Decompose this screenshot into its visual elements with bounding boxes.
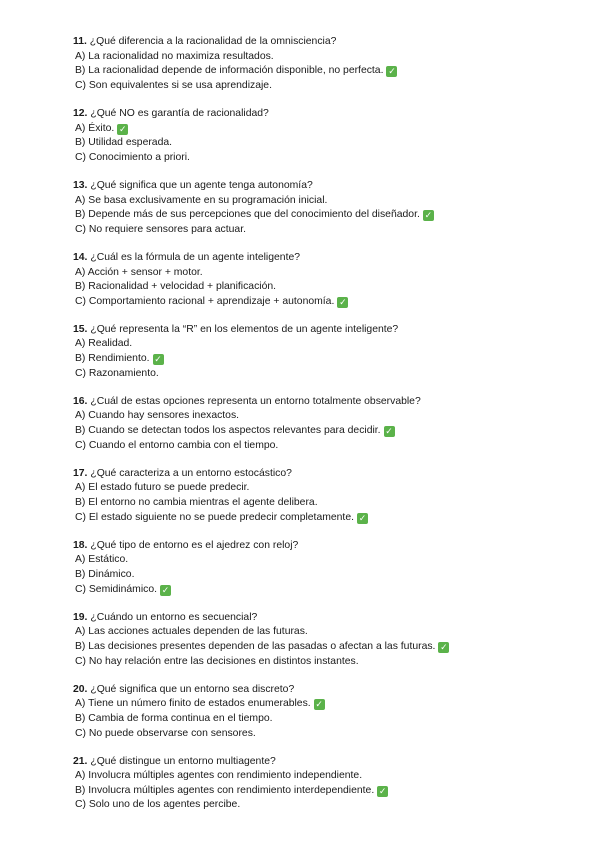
option-letter: C) bbox=[75, 79, 86, 91]
question-line bbox=[73, 755, 573, 770]
option-text: Éxito. bbox=[88, 122, 115, 134]
option-letter: B) bbox=[75, 568, 86, 580]
question-text: ¿Cuál de estas opciones representa un entorno totalmente observable? bbox=[90, 395, 421, 407]
answer-option bbox=[75, 194, 573, 209]
answer-option bbox=[75, 625, 573, 640]
question-block bbox=[73, 755, 573, 813]
option-text: Las decisiones presentes dependen de las pasadas o afectan a las futuras. bbox=[88, 640, 436, 652]
question-block bbox=[73, 683, 573, 741]
option-text: El entorno no cambia mientras el agente delibera. bbox=[88, 497, 318, 508]
question-block bbox=[73, 539, 573, 597]
question-line bbox=[73, 539, 573, 554]
option-letter: B) bbox=[75, 784, 86, 796]
question-number: 14. bbox=[73, 251, 88, 263]
check-mark-icon: ✓ bbox=[339, 296, 347, 307]
option-letter: A) bbox=[75, 554, 86, 566]
question-text: ¿Qué tipo de entorno es el ajedrez con reloj? bbox=[90, 539, 299, 551]
question-line bbox=[73, 179, 573, 194]
answer-option bbox=[75, 583, 573, 598]
option-letter: C) bbox=[75, 367, 86, 379]
answer-option bbox=[75, 136, 573, 151]
check-mark-icon: ✓ bbox=[315, 699, 323, 710]
question-line bbox=[73, 323, 573, 338]
option-text: Conocimiento a priori. bbox=[88, 151, 190, 163]
option-letter: B) bbox=[75, 497, 86, 508]
option-text: Realidad. bbox=[88, 338, 133, 350]
option-letter: A) bbox=[75, 122, 86, 134]
answer-option bbox=[75, 352, 573, 367]
option-text: Estático. bbox=[88, 554, 129, 566]
option-text: Son equivalentes si se usa aprendizaje. bbox=[88, 79, 272, 91]
question-number: 11. bbox=[73, 36, 87, 47]
answer-option bbox=[75, 697, 573, 712]
question-number: 20. bbox=[73, 683, 88, 695]
question-number: 18. bbox=[73, 539, 88, 551]
option-text: Cuando hay sensores inexactos. bbox=[88, 410, 240, 422]
answer-option bbox=[75, 798, 573, 813]
question-list bbox=[73, 35, 573, 827]
option-text: Cuando se detectan todos los aspectos relevantes para decidir. bbox=[88, 425, 381, 437]
answer-option bbox=[75, 122, 573, 137]
option-text: Cuando el entorno cambia con el tiempo. bbox=[88, 439, 279, 451]
option-text: Comportamiento racional + aprendizaje + autonomía. bbox=[88, 295, 335, 307]
option-text: Depende más de sus percepciones que del conocimiento del diseñador. bbox=[88, 209, 420, 221]
question-line bbox=[73, 467, 573, 482]
option-text: No requiere sensores para actuar. bbox=[88, 223, 246, 235]
answer-option bbox=[75, 208, 573, 223]
answer-option bbox=[75, 481, 573, 496]
option-letter: C) bbox=[75, 655, 86, 667]
option-letter: C) bbox=[75, 727, 86, 739]
question-block bbox=[73, 467, 573, 525]
question-line bbox=[73, 107, 573, 122]
check-mark-icon: ✓ bbox=[119, 123, 127, 134]
option-letter: C) bbox=[75, 223, 86, 235]
option-text: La racionalidad no maximiza resultados. bbox=[88, 50, 274, 62]
option-letter: A) bbox=[75, 410, 86, 422]
option-text: Dinámico. bbox=[88, 568, 135, 580]
option-text: El estado siguiente no se puede predecir completamente. bbox=[88, 511, 354, 523]
option-letter: B) bbox=[75, 65, 86, 77]
option-letter: A) bbox=[75, 50, 86, 62]
option-text: Las acciones actuales dependen de las futuras. bbox=[88, 626, 308, 638]
answer-option bbox=[75, 568, 573, 583]
question-text: ¿Qué diferencia a la racionalidad de la omnisciencia? bbox=[89, 36, 337, 47]
question-block bbox=[73, 251, 573, 309]
option-letter: C) bbox=[75, 583, 86, 595]
question-block bbox=[73, 107, 573, 165]
option-text: Rendimiento. bbox=[88, 353, 150, 365]
question-block bbox=[73, 323, 573, 381]
answer-option bbox=[75, 769, 573, 784]
answer-option bbox=[75, 64, 573, 79]
answer-option bbox=[75, 295, 573, 310]
question-text: ¿Qué significa que un entorno sea discreto? bbox=[90, 683, 295, 695]
option-letter: B) bbox=[75, 209, 86, 221]
question-text: ¿Qué caracteriza a un entorno estocástico? bbox=[90, 467, 292, 479]
answer-option bbox=[75, 50, 573, 65]
answer-option bbox=[75, 151, 573, 166]
option-letter: A) bbox=[75, 338, 86, 350]
question-text: ¿Cuál es la fórmula de un agente inteligente? bbox=[90, 251, 301, 263]
option-text: Se basa exclusivamente en su programación inicial. bbox=[88, 194, 328, 206]
option-letter: A) bbox=[75, 266, 86, 278]
check-mark-icon: ✓ bbox=[440, 641, 448, 652]
option-letter: B) bbox=[75, 353, 86, 365]
option-text: Tiene un número finito de estados enumerables. bbox=[88, 698, 311, 710]
answer-option bbox=[75, 424, 573, 439]
answer-option bbox=[75, 496, 573, 511]
option-letter: C) bbox=[75, 151, 86, 163]
check-mark-icon: ✓ bbox=[385, 426, 393, 437]
option-text: Cambia de forma continua en el tiempo. bbox=[88, 712, 273, 724]
question-number: 16. bbox=[73, 395, 88, 407]
check-mark-icon: ✓ bbox=[378, 785, 387, 796]
question-text: ¿Qué distingue un entorno multiagente? bbox=[90, 755, 276, 767]
option-letter: A) bbox=[75, 770, 86, 782]
answer-option bbox=[75, 337, 573, 352]
option-text: El estado futuro se puede predecir. bbox=[88, 482, 250, 494]
option-letter: C) bbox=[75, 799, 86, 811]
question-number: 12. bbox=[73, 107, 88, 119]
option-text: Razonamiento. bbox=[88, 367, 159, 379]
option-letter: B) bbox=[75, 712, 86, 724]
check-mark-icon: ✓ bbox=[424, 210, 433, 221]
option-letter: A) bbox=[75, 626, 86, 638]
answer-option bbox=[75, 640, 573, 655]
option-text: No puede observarse con sensores. bbox=[88, 727, 256, 739]
question-text: ¿Qué representa la “R” en los elementos de un agente inteligente? bbox=[90, 323, 399, 335]
option-text: Involucra múltiples agentes con rendimiento independiente. bbox=[88, 770, 363, 782]
check-mark-icon: ✓ bbox=[388, 66, 396, 77]
option-text: Acción + sensor + motor. bbox=[87, 266, 203, 278]
question-block bbox=[73, 35, 573, 93]
answer-option bbox=[75, 280, 573, 295]
option-text: Utilidad esperada. bbox=[88, 137, 173, 149]
answer-option bbox=[75, 784, 573, 799]
question-line bbox=[73, 395, 573, 410]
option-letter: C) bbox=[75, 295, 86, 307]
question-block bbox=[73, 611, 573, 669]
check-mark-icon: ✓ bbox=[358, 512, 367, 523]
answer-option bbox=[75, 727, 573, 742]
option-letter: B) bbox=[75, 640, 86, 652]
answer-option bbox=[75, 655, 573, 670]
option-letter: B) bbox=[75, 425, 86, 437]
option-text: Racionalidad + velocidad + planificación. bbox=[88, 281, 277, 293]
question-text: ¿Cuándo un entorno es secuencial? bbox=[90, 611, 258, 623]
question-line bbox=[73, 35, 573, 50]
option-text: Solo uno de los agentes percibe. bbox=[88, 799, 241, 811]
question-line bbox=[73, 683, 573, 698]
option-letter: A) bbox=[75, 698, 86, 710]
question-text: ¿Qué significa que un agente tenga autonomía? bbox=[90, 179, 313, 191]
option-letter: C) bbox=[75, 511, 86, 523]
question-number: 13. bbox=[73, 179, 88, 191]
answer-option bbox=[75, 266, 573, 281]
option-text: No hay relación entre las decisiones en distintos instantes. bbox=[88, 655, 359, 667]
answer-option bbox=[75, 511, 573, 526]
question-number: 15. bbox=[73, 323, 88, 335]
answer-option bbox=[75, 439, 573, 454]
answer-option bbox=[75, 367, 573, 382]
option-letter: B) bbox=[75, 281, 86, 293]
question-line bbox=[73, 251, 573, 266]
option-text: Semidinámico. bbox=[88, 583, 158, 595]
question-number: 17. bbox=[73, 467, 88, 479]
question-block bbox=[73, 179, 573, 237]
answer-option bbox=[75, 409, 573, 424]
question-line bbox=[73, 611, 573, 626]
option-letter: C) bbox=[75, 439, 86, 451]
check-mark-icon: ✓ bbox=[161, 584, 170, 595]
option-letter: A) bbox=[75, 482, 86, 494]
answer-option bbox=[75, 553, 573, 568]
answer-option bbox=[75, 223, 573, 238]
option-letter: A) bbox=[75, 194, 86, 206]
check-mark-icon: ✓ bbox=[154, 354, 162, 365]
option-text: La racionalidad depende de información disponible, no perfecta. bbox=[88, 65, 384, 77]
option-text: Involucra múltiples agentes con rendimiento interdependiente. bbox=[88, 784, 375, 796]
option-letter: B) bbox=[75, 137, 86, 149]
question-number: 19. bbox=[73, 611, 88, 623]
question-number: 21. bbox=[73, 755, 88, 767]
answer-option bbox=[75, 79, 573, 94]
question-text: ¿Qué NO es garantía de racionalidad? bbox=[90, 107, 269, 119]
answer-option bbox=[75, 712, 573, 727]
question-block bbox=[73, 395, 573, 453]
